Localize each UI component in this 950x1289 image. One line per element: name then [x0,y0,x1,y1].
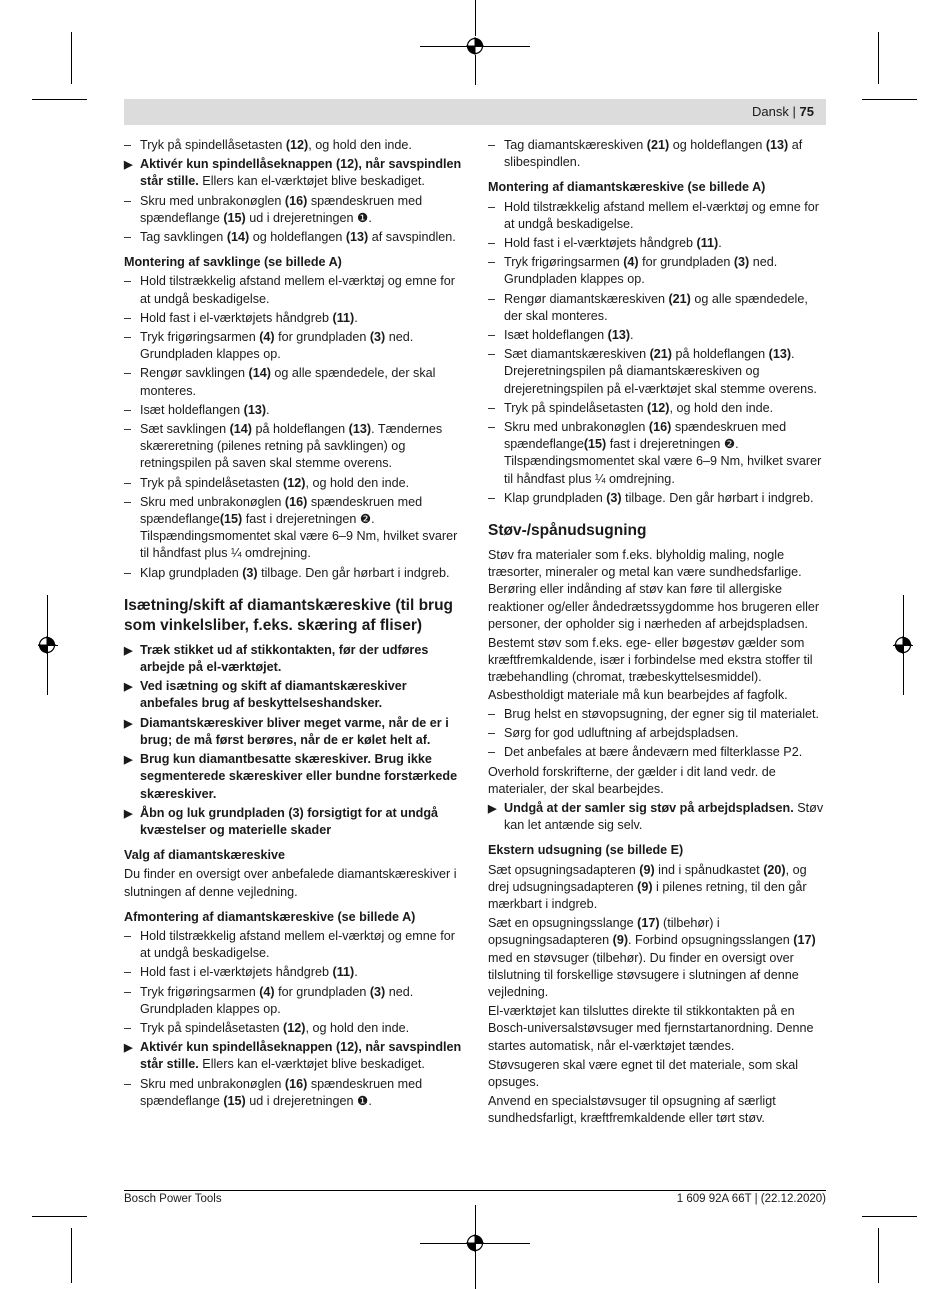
crop-mark [862,1216,917,1217]
text-run: (14) [248,366,271,381]
warning-item [124,805,464,839]
crop-mark [32,1216,87,1217]
text-run: for grundpladen [274,330,370,345]
text-run: (3) [606,490,622,505]
section-heading [488,521,828,541]
text-run: (11) [332,310,355,325]
text-run: . [630,328,634,343]
text-run: Skru med unbrakonøglen [504,420,649,435]
crop-mark [878,32,879,84]
warning-item [124,751,464,803]
text-run: (16) [284,193,308,208]
list-item [124,984,464,1018]
text-run: Afmontering af diamantskæreskive (se billede A) [124,909,416,924]
text-run: (11) [696,236,719,251]
text-run: Ellers kan el-værktøjet blive beskadiget. [198,174,425,189]
text-run: Isæt holdeflangen [504,328,608,343]
list-item [124,421,464,473]
subheading [488,179,828,196]
text-run: Sørg for god udluftning af arbejdspladsen. [504,726,739,741]
text-run: for grundpladen [638,255,734,270]
text-run: (21) [646,138,670,152]
text-run: ud i drejeretningen ❶. [245,1093,372,1108]
text-run: (13) [348,422,372,437]
text-run: (13) [607,328,631,343]
page-header [124,99,826,125]
list-item [124,1020,464,1037]
crop-mark [475,55,476,85]
text-run: Aktivér kun spindellåseknappen (12), når savspindlen står stille. [140,1040,462,1072]
list-item [488,346,828,398]
text-run: Ekstern udsugning (se billede E) [488,843,684,858]
header-text [752,104,814,119]
text-run: Hold tilstrækkelig afstand mellem el-værktøj og emne for at undgå beskadigelse. [140,928,455,961]
text-run: (16) [284,494,308,509]
header-language: Dansk [752,104,789,119]
text-run: Undgå at der samler sig støv på arbejdspladsen. [504,800,794,815]
text-run: (3) [369,330,386,345]
text-run: Støv fra materialer som f.eks. blyholdig maling, nogle træsorter, mineraler og metal kan være sundhedsfarlige. Berøring eller indånding af støv kan føre til allergiske reaktioner og/eller åndedrætssygdomme hos brugeren eller personer, der opholder sig i nærheden af arbejdspladsen. [488,548,820,631]
text-run: (17) [637,916,660,931]
list-item [488,744,828,761]
text-run: Skru med unbrakonøglen [140,1076,285,1091]
text-run: Tryk på spindelåsetasten [140,1020,284,1035]
text-run: (17) [793,933,816,948]
text-run: og alle spændedele, der skal monteres. [140,366,436,398]
text-run: Tryk på spindelåsetasten [140,475,284,490]
crop-mark [862,99,917,100]
footer-publisher: Bosch Power Tools [124,1193,222,1205]
paragraph [488,547,828,633]
text-run: Tryk frigøringsarmen [140,330,260,345]
text-run: (13) [345,230,369,245]
crop-mark [32,99,87,100]
text-run: ned. Grundpladen klappes op. [504,255,778,287]
text-run: Tryk frigøringsarmen [504,255,624,270]
text-run: , og hold den inde. [305,475,410,490]
crop-mark [475,0,476,36]
text-run: Rengør diamantskæreskiven [504,291,669,306]
left-column [124,137,464,1112]
text-run: . Forbind opsugningsslangen [628,933,794,948]
section-heading [124,596,464,636]
text-run: Montering af savklinge (se billede A) [124,255,342,270]
text-run: fast i drejeretningen ❷. Tilspændingsmomentet skal være 6–9 Nm, hvilket svarer til håndfast plus ¼ omdrejning. [140,512,458,561]
text-run: (21) [668,291,691,306]
text-run: (15) [219,512,243,527]
paragraph [124,866,464,900]
text-run: (tilbehør) i opsugningsadapteren [488,916,720,948]
paragraph [488,635,828,704]
list-item [488,419,828,488]
text-run: på holdeflangen [252,422,349,437]
text-run: med en støvsuger (tilbehør). Du finder en oversigt over tilslutning til forskellige støvsugere i slutningen af denne vejledning. [488,950,799,999]
registration-target-icon [38,636,56,654]
warning-item [124,715,464,749]
text-run: Diamantskæreskiver bliver meget varme, når de er i brug; de må først berøres, når de er kølet helt af. [140,715,449,747]
text-run: . Tændernes skæreretning (pilenes retning på savklingen) og retningspilen på saven skal stemme overens. [140,422,443,471]
text-run: Montering af diamantskæreskive (se billede A) [488,180,766,195]
subheading [488,842,828,859]
text-run: Brug helst en støvopsugning, der egner sig til materialet. [504,706,820,721]
text-run: Klap grundpladen [504,490,607,505]
list-item [124,310,464,327]
text-run: fast i drejeretningen ❷. Tilspændingsmomentet skal være 6–9 Nm, hvilket svarer til håndfast plus ¼ omdrejning. [504,437,822,486]
warning-item [124,156,464,190]
text-run: spændeskruen med spændeflange [504,420,787,452]
text-run: ud i drejeretningen ❶. [245,210,372,225]
text-run: (9) [612,933,629,948]
text-run: spændeskruen med spændeflange [140,1076,423,1108]
text-run: Isæt holdeflangen [140,402,244,417]
list-item [124,137,464,154]
list-item [488,199,828,233]
list-item [124,928,464,962]
paragraph [488,862,828,914]
text-run: ned. Grundpladen klappes op. [140,330,414,362]
text-run: Hold fast i el-værktøjets håndgreb [140,965,333,980]
text-run: Hold fast i el-værktøjets håndgreb [140,310,333,325]
text-run: Du finder en oversigt over anbefalede diamantskæreskiver i slutningen af denne vejledning. [124,867,457,899]
text-run: Støv-/spånudsugning [488,522,647,540]
text-run: Hold tilstrækkelig afstand mellem el-værktøj og emne for at undgå beskadigelse. [140,274,455,306]
paragraph [488,915,828,1001]
subheading [124,847,464,864]
text-run: af slibespindlen. [504,138,803,170]
text-run: Valg af diamantskæreskive [124,848,286,863]
text-run: på holdeflangen [672,347,769,362]
text-run: (12) [285,138,309,152]
text-run: Klap grundpladen [140,565,243,580]
text-run: El-værktøjet kan tilsluttes direkte til stikkontakten på en Bosch-universalstøvsuger med fjernstartanordning. Denne startes automatisk, når el-værktøjet tændes. [488,1004,814,1053]
text-run: ned. Grundpladen klappes op. [140,984,414,1016]
text-run: i pilenes retning, til den går mærkbart i indgreb. [488,879,807,911]
text-run: tilbage. Den går hørbart i indgreb. [621,490,814,505]
warning-item [124,642,464,676]
text-run: (16) [648,420,672,435]
list-item [124,494,464,563]
text-run: Sæt diamantskæreskiven [504,347,650,362]
text-run: Anvend en specialstøvsuger til opsugning af særligt sundhedsfarligt, kræftfremkaldende eller tørt støv. [488,1094,776,1126]
crop-mark [71,1228,72,1283]
text-run: og alle spændedele, der skal monteres. [504,291,808,323]
text-run: (12) [647,400,670,415]
text-run: Sæt savklingen [140,422,230,437]
list-item [124,365,464,399]
warning-item [488,800,828,834]
text-run: . [354,310,358,325]
text-run: Isætning/skift af diamantskæreskive (til brug som vinkelsliber, f.eks. skæring af fliser) [124,596,454,634]
text-run: tilbage. Den går hørbart i indgreb. [257,565,450,580]
text-run: Skru med unbrakonøglen [140,193,285,208]
list-item [488,254,828,288]
text-run: (9) [637,879,653,894]
text-run: Aktivér kun spindellåseknappen (12), når savspindlen står stille. [140,157,462,189]
text-run: Tryk på spindellåsetasten [140,138,286,152]
footer-rule [124,1190,826,1191]
text-run: Træk stikket ud af stikkontakten, før der udføres arbejde på el-værktøjet. [140,642,429,675]
text-run: (3) [369,984,386,999]
text-run: Åbn og luk grundpladen (3) forsigtigt for at undgå kvæstelser og materielle skader [140,805,439,837]
text-run: Støvsugeren skal være egnet til det materiale, som skal opsuges. [488,1057,799,1089]
right-column [488,137,828,1130]
text-run: Tag savklingen [140,230,227,245]
text-run: (3) [242,565,258,580]
text-run: (14) [229,422,253,437]
text-run: . [354,965,358,980]
list-item [488,490,828,507]
text-run: (15) [223,1093,246,1108]
list-item [488,327,828,344]
subheading [124,909,464,926]
text-run: (11) [332,965,355,980]
text-run: (15) [583,437,607,452]
list-item [124,229,464,246]
text-run: og holdeflangen [669,138,766,152]
text-run: (21) [649,347,672,362]
text-run: . Drejeretningspilen på diamantskæreskiven og drejeretningspilen på el-værktøjet skal stemme overens. [504,347,817,396]
text-run: Sæt en opsugningsslange [488,916,638,931]
list-item [124,402,464,419]
text-run: (20) [763,862,786,877]
text-run: spændeskruen med spændeflange [140,193,423,225]
text-run: , og hold den inde. [308,138,412,152]
text-run: (3) [733,255,750,270]
list-item [124,329,464,363]
registration-target-icon [466,37,484,55]
text-run: (16) [284,1076,308,1091]
text-run: spændeskruen med spændeflange [140,494,423,527]
paragraph [488,764,828,798]
text-run: Hold tilstrækkelig afstand mellem el-værktøj og emne for at undgå beskadigelse. [504,199,819,231]
text-run: , og hold den inde. [305,1020,410,1035]
warning-item [124,678,464,712]
header-separator: | [792,104,796,119]
text-run: Overhold forskrifterne, der gælder i dit land vedr. de materialer, der skal bearbejdes. [488,764,776,796]
paragraph [488,1057,828,1091]
text-run: af savspindlen. [368,230,456,245]
text-run: og holdeflangen [249,230,346,245]
text-run: (4) [623,255,639,270]
list-item [124,964,464,981]
list-item [124,565,464,582]
text-run: ind i spånudkastet [654,862,764,877]
text-run: (13) [765,138,789,152]
text-run: Sæt opsugningsadapteren [488,862,640,877]
list-item [124,273,464,307]
list-item [488,291,828,325]
text-run: (12) [283,1020,306,1035]
list-item [488,706,828,723]
warning-item [124,1039,464,1073]
text-run: (15) [223,210,246,225]
text-run: Tag diamantskæreskiven [504,138,647,152]
text-run: (13) [768,347,792,362]
list-item [488,235,828,252]
text-run: Ved isætning og skift af diamantskæreskiver anbefales brug af beskyttelseshandsker. [140,679,407,711]
text-run: Brug kun diamantbesatte skæreskiver. Brug ikke segmenterede skæreskiver eller bundne forstærkede skæreskiver. [140,752,458,801]
text-run: . [266,402,270,417]
text-run: . [718,236,722,251]
text-run: (13) [243,402,267,417]
text-run: Ellers kan el-værktøjet blive beskadiget. [198,1057,425,1072]
text-run: Tryk frigøringsarmen [140,984,260,999]
crop-mark [878,1228,879,1283]
text-run: (4) [259,984,275,999]
page-number: 75 [799,104,814,119]
text-run: (9) [639,862,655,877]
paragraph [488,1093,828,1127]
text-run: (4) [259,330,275,345]
list-item [488,725,828,742]
registration-target-icon [466,1234,484,1252]
text-run: Tryk på spindelåsetasten [504,400,648,415]
list-item [488,137,828,171]
text-run: , og drej udsugningsadapteren [488,862,807,894]
text-run: Støv kan let antænde sig selv. [504,800,824,833]
text-run: (12) [283,475,306,490]
list-item [124,475,464,492]
crop-mark [71,32,72,84]
text-run: Hold fast i el-værktøjets håndgreb [504,236,697,251]
text-run: Det anbefales at bære åndeværn med filterklasse P2. [504,745,803,760]
subheading [124,254,464,271]
footer-docnumber: 1 609 92A 66T | (22.12.2020) [676,1193,826,1205]
list-item [124,1076,464,1110]
text-run: Bestemt støv som f.eks. ege- eller bøgestøv gælder som kræftfremkaldende, især i forbindelse med ekstra stoffer til træbehandling (chromat, træbeskyttelsesmiddel). Asbestholdigt materiale må kun bearbejdes af fagfolk. [488,636,813,702]
text-run: for grundpladen [274,984,370,999]
list-item [488,400,828,417]
paragraph [488,1003,828,1055]
list-item [124,193,464,227]
text-run: , og hold den inde. [669,400,774,415]
registration-target-icon [894,636,912,654]
text-run: (14) [226,230,250,245]
text-run: Rengør savklingen [140,366,249,381]
text-run: Skru med unbrakonøglen [140,494,285,509]
